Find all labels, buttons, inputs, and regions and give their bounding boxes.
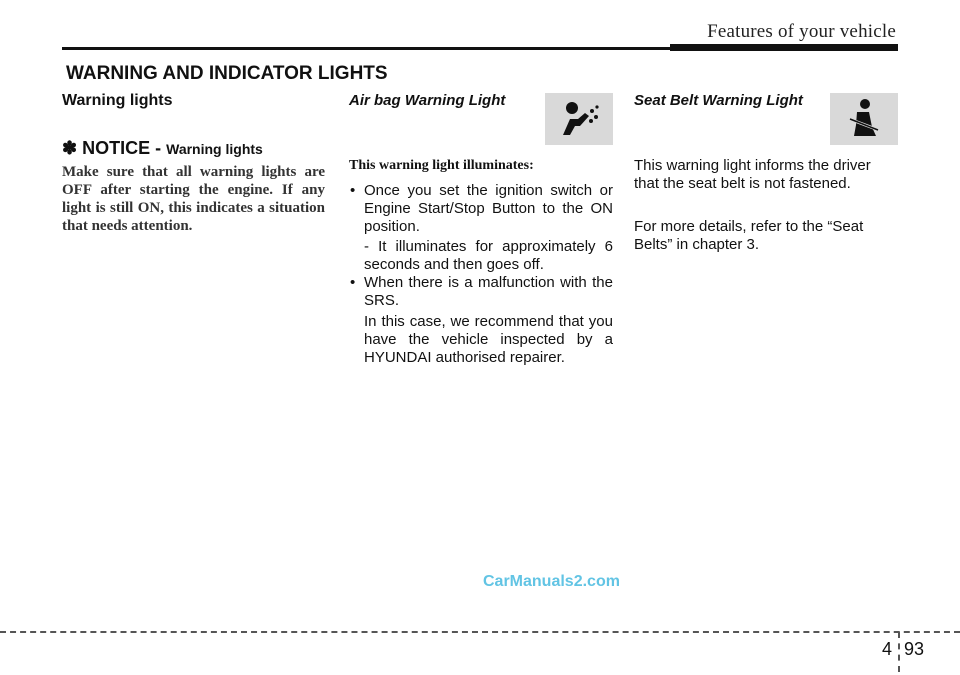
airbag-heading: Air bag Warning Light: [349, 92, 506, 109]
airbag-bullet-2-cont: [350, 313, 613, 367]
seatbelt-icon: [830, 93, 898, 145]
notice-mark: ✽: [62, 138, 78, 158]
header-rule: [62, 47, 670, 50]
notice-label: NOTICE -: [82, 138, 162, 158]
chapter-number: 4: [882, 639, 893, 659]
bullet-1-text: Once you set the ignition switch or Engine Start/Stop Button to the ON position.: [364, 182, 613, 235]
seatbelt-para-1: This warning light informs the driver that the seat belt is not fastened.: [634, 157, 871, 192]
airbag-sub-1: [350, 238, 613, 274]
sub-1-text: - It illuminates for approximately 6 seconds and then goes off.: [364, 238, 613, 273]
bullet-symbol: •: [350, 274, 356, 291]
airbag-bullet-2: [350, 274, 613, 310]
airbag-icon: [545, 93, 613, 145]
notice-body: Make sure that all warning lights are OFF after starting the engine. If any light is still ON, this indicates a situation that needs attention.: [62, 164, 325, 234]
running-header: Features of your vehicle: [707, 21, 896, 42]
watermark-link[interactable]: CarManuals2.com: [483, 573, 620, 590]
notice-heading: [62, 138, 263, 159]
notice-sub: Warning lights: [166, 141, 263, 157]
bullet-2-cont-text: In this case, we recommend that you have the vehicle inspected by a HYUNDAI authorised repairer.: [364, 313, 613, 366]
warning-lights-heading: Warning lights: [62, 92, 173, 109]
header-rule-thick: [670, 44, 898, 51]
section-title: WARNING AND INDICATOR LIGHTS: [66, 63, 388, 84]
footer-divider: [898, 632, 900, 672]
seatbelt-para-2: For more details, refer to the “Seat Belts” in chapter 3.: [634, 218, 864, 253]
footer-rule: [0, 631, 960, 633]
bullet-2-text: When there is a malfunction with the SRS.: [364, 274, 613, 309]
bullet-symbol: •: [350, 182, 356, 199]
airbag-bullet-1: [350, 182, 613, 236]
seatbelt-heading: Seat Belt Warning Light: [634, 92, 803, 109]
page-number: 93: [904, 639, 925, 659]
airbag-intro: This warning light illuminates:: [349, 158, 534, 173]
